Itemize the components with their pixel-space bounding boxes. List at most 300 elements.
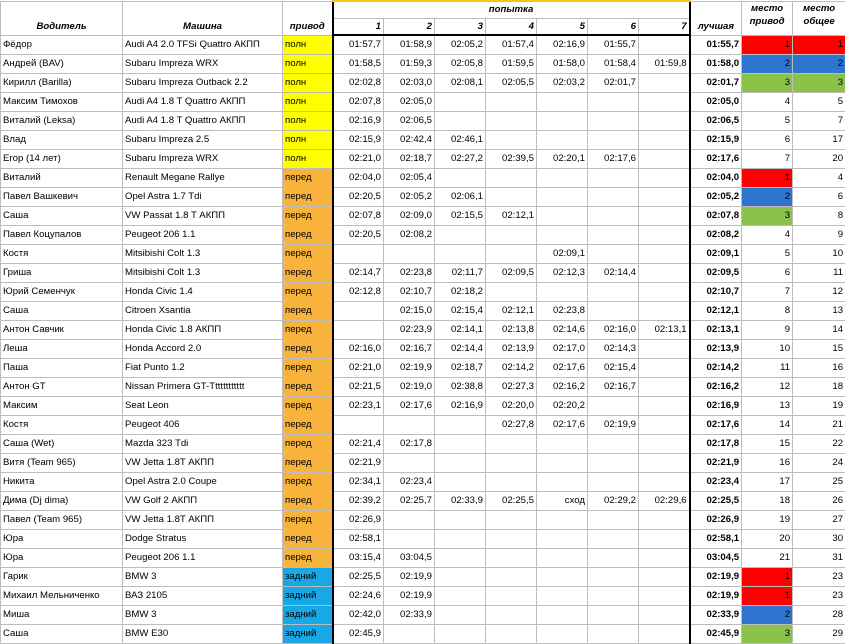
cell-car[interactable]: Subaru Impreza Outback 2.2 bbox=[123, 74, 283, 93]
cell-attempt-1[interactable]: 02:14,7 bbox=[333, 264, 384, 283]
cell-place-drive[interactable]: 1 bbox=[742, 568, 793, 587]
cell-place-drive[interactable]: 3 bbox=[742, 625, 793, 644]
cell-attempt-2[interactable]: 02:23,4 bbox=[384, 473, 435, 492]
cell-attempt-2[interactable]: 02:18,7 bbox=[384, 150, 435, 169]
cell-attempt-5[interactable] bbox=[537, 454, 588, 473]
cell-car[interactable]: Honda Civic 1.8 АКПП bbox=[123, 321, 283, 340]
cell-attempt-6[interactable]: 02:17,6 bbox=[588, 150, 639, 169]
cell-place-total[interactable]: 26 bbox=[793, 492, 845, 511]
cell-attempt-5[interactable]: 02:17,6 bbox=[537, 359, 588, 378]
cell-attempt-4[interactable] bbox=[486, 112, 537, 131]
cell-place-total[interactable]: 5 bbox=[793, 93, 845, 112]
cell-best[interactable]: 02:15,9 bbox=[690, 131, 742, 150]
cell-attempt-6[interactable]: 02:14,3 bbox=[588, 340, 639, 359]
cell-place-drive[interactable]: 13 bbox=[742, 397, 793, 416]
cell-place-total[interactable]: 25 bbox=[793, 473, 845, 492]
cell-place-drive[interactable]: 3 bbox=[742, 207, 793, 226]
cell-attempt-2[interactable]: 02:42,4 bbox=[384, 131, 435, 150]
cell-place-total[interactable]: 19 bbox=[793, 397, 845, 416]
cell-car[interactable]: Dodge Stratus bbox=[123, 530, 283, 549]
cell-best[interactable]: 02:12,1 bbox=[690, 302, 742, 321]
cell-place-drive[interactable]: 8 bbox=[742, 302, 793, 321]
header-attempt-3[interactable]: 3 bbox=[435, 19, 486, 36]
cell-attempt-1[interactable]: 02:02,8 bbox=[333, 74, 384, 93]
cell-attempt-1[interactable]: 02:21,5 bbox=[333, 378, 384, 397]
cell-attempt-6[interactable] bbox=[588, 302, 639, 321]
cell-best[interactable]: 03:04,5 bbox=[690, 549, 742, 568]
cell-place-total[interactable]: 20 bbox=[793, 150, 845, 169]
cell-attempt-2[interactable]: 02:05,2 bbox=[384, 188, 435, 207]
cell-attempt-3[interactable] bbox=[435, 112, 486, 131]
cell-place-drive[interactable]: 1 bbox=[742, 169, 793, 188]
cell-attempt-4[interactable] bbox=[486, 568, 537, 587]
cell-attempt-5[interactable]: 02:20,2 bbox=[537, 397, 588, 416]
cell-best[interactable]: 02:45,9 bbox=[690, 625, 742, 644]
cell-attempt-7[interactable] bbox=[639, 207, 690, 226]
cell-attempt-1[interactable] bbox=[333, 245, 384, 264]
cell-attempt-2[interactable] bbox=[384, 530, 435, 549]
cell-attempt-5[interactable]: 02:16,9 bbox=[537, 35, 588, 55]
cell-car[interactable]: Fiat Punto 1.2 bbox=[123, 359, 283, 378]
cell-place-total[interactable]: 9 bbox=[793, 226, 845, 245]
cell-driver[interactable]: Виталий bbox=[1, 169, 123, 188]
cell-place-drive[interactable]: 19 bbox=[742, 511, 793, 530]
cell-attempt-5[interactable] bbox=[537, 511, 588, 530]
cell-attempt-6[interactable] bbox=[588, 625, 639, 644]
cell-attempt-1[interactable]: 02:21,0 bbox=[333, 359, 384, 378]
cell-place-total[interactable]: 31 bbox=[793, 549, 845, 568]
cell-attempt-4[interactable] bbox=[486, 549, 537, 568]
cell-attempt-5[interactable] bbox=[537, 283, 588, 302]
cell-attempt-3[interactable]: 02:18,7 bbox=[435, 359, 486, 378]
cell-drive[interactable]: полн bbox=[283, 55, 333, 74]
cell-attempt-4[interactable] bbox=[486, 169, 537, 188]
cell-car[interactable]: Citroen Xsantia bbox=[123, 302, 283, 321]
cell-car[interactable]: Peugeot 206 1.1 bbox=[123, 226, 283, 245]
cell-best[interactable]: 02:17,8 bbox=[690, 435, 742, 454]
cell-attempt-5[interactable]: 02:20,1 bbox=[537, 150, 588, 169]
cell-attempt-7[interactable]: 02:13,1 bbox=[639, 321, 690, 340]
cell-attempt-6[interactable]: 02:16,7 bbox=[588, 378, 639, 397]
cell-attempt-3[interactable] bbox=[435, 169, 486, 188]
cell-place-drive[interactable]: 10 bbox=[742, 340, 793, 359]
cell-car[interactable]: Nissan Primera GT-Tttttttttttt bbox=[123, 378, 283, 397]
cell-attempt-2[interactable]: 02:05,4 bbox=[384, 169, 435, 188]
cell-attempt-2[interactable] bbox=[384, 416, 435, 435]
cell-attempt-2[interactable]: 02:17,8 bbox=[384, 435, 435, 454]
cell-attempt-6[interactable]: 02:14,4 bbox=[588, 264, 639, 283]
cell-attempt-1[interactable]: 03:15,4 bbox=[333, 549, 384, 568]
cell-attempt-6[interactable] bbox=[588, 93, 639, 112]
cell-best[interactable]: 02:08,2 bbox=[690, 226, 742, 245]
cell-place-total[interactable]: 10 bbox=[793, 245, 845, 264]
cell-attempt-5[interactable]: 02:23,8 bbox=[537, 302, 588, 321]
cell-place-drive[interactable]: 7 bbox=[742, 150, 793, 169]
cell-driver[interactable]: Миша bbox=[1, 606, 123, 625]
cell-attempt-3[interactable]: 02:05,8 bbox=[435, 55, 486, 74]
cell-attempt-4[interactable] bbox=[486, 511, 537, 530]
cell-drive[interactable]: перед bbox=[283, 321, 333, 340]
cell-car[interactable]: Peugeot 406 bbox=[123, 416, 283, 435]
cell-driver[interactable]: Саша bbox=[1, 302, 123, 321]
cell-attempt-4[interactable]: 02:12,1 bbox=[486, 207, 537, 226]
cell-place-drive[interactable]: 1 bbox=[742, 587, 793, 606]
cell-attempt-6[interactable] bbox=[588, 283, 639, 302]
cell-drive[interactable]: задний bbox=[283, 568, 333, 587]
cell-attempt-4[interactable]: 01:57,4 bbox=[486, 35, 537, 55]
cell-attempt-2[interactable] bbox=[384, 511, 435, 530]
cell-attempt-6[interactable] bbox=[588, 435, 639, 454]
cell-driver[interactable]: Юра bbox=[1, 530, 123, 549]
cell-place-drive[interactable]: 16 bbox=[742, 454, 793, 473]
cell-attempt-5[interactable] bbox=[537, 549, 588, 568]
cell-attempt-3[interactable] bbox=[435, 511, 486, 530]
cell-attempt-5[interactable] bbox=[537, 625, 588, 644]
cell-best[interactable]: 02:05,2 bbox=[690, 188, 742, 207]
cell-attempt-6[interactable]: 02:29,2 bbox=[588, 492, 639, 511]
cell-attempt-1[interactable] bbox=[333, 302, 384, 321]
cell-attempt-7[interactable] bbox=[639, 359, 690, 378]
cell-driver[interactable]: Юрий Семенчук bbox=[1, 283, 123, 302]
cell-best[interactable]: 02:13,9 bbox=[690, 340, 742, 359]
cell-car[interactable]: Subaru Impreza WRX bbox=[123, 150, 283, 169]
cell-place-drive[interactable]: 20 bbox=[742, 530, 793, 549]
cell-attempt-3[interactable] bbox=[435, 606, 486, 625]
cell-attempt-6[interactable] bbox=[588, 568, 639, 587]
cell-attempt-7[interactable] bbox=[639, 245, 690, 264]
cell-place-drive[interactable]: 11 bbox=[742, 359, 793, 378]
cell-attempt-1[interactable]: 01:58,5 bbox=[333, 55, 384, 74]
cell-attempt-6[interactable] bbox=[588, 245, 639, 264]
cell-driver[interactable]: Гарик bbox=[1, 568, 123, 587]
cell-place-drive[interactable]: 14 bbox=[742, 416, 793, 435]
cell-drive[interactable]: перед bbox=[283, 283, 333, 302]
cell-best[interactable]: 02:58,1 bbox=[690, 530, 742, 549]
cell-attempt-4[interactable] bbox=[486, 606, 537, 625]
cell-attempt-2[interactable]: 02:05,0 bbox=[384, 93, 435, 112]
cell-best[interactable]: 02:07,8 bbox=[690, 207, 742, 226]
cell-driver[interactable]: Павел Вашкевич bbox=[1, 188, 123, 207]
cell-drive[interactable]: полн bbox=[283, 93, 333, 112]
cell-attempt-5[interactable] bbox=[537, 112, 588, 131]
cell-place-drive[interactable]: 18 bbox=[742, 492, 793, 511]
cell-attempt-6[interactable] bbox=[588, 511, 639, 530]
cell-attempt-2[interactable]: 02:03,0 bbox=[384, 74, 435, 93]
cell-best[interactable]: 02:13,1 bbox=[690, 321, 742, 340]
header-attempt-4[interactable]: 4 bbox=[486, 19, 537, 36]
cell-attempt-4[interactable]: 02:09,5 bbox=[486, 264, 537, 283]
cell-place-drive[interactable]: 21 bbox=[742, 549, 793, 568]
cell-drive[interactable]: перед bbox=[283, 416, 333, 435]
cell-attempt-5[interactable] bbox=[537, 131, 588, 150]
cell-place-drive[interactable]: 6 bbox=[742, 264, 793, 283]
cell-drive[interactable]: перед bbox=[283, 378, 333, 397]
cell-attempt-6[interactable]: 02:01,7 bbox=[588, 74, 639, 93]
cell-car[interactable]: Peugeot 206 1.1 bbox=[123, 549, 283, 568]
cell-attempt-5[interactable]: 02:16,2 bbox=[537, 378, 588, 397]
header-attempt-5[interactable]: 5 bbox=[537, 19, 588, 36]
cell-attempt-4[interactable]: 02:27,3 bbox=[486, 378, 537, 397]
cell-place-drive[interactable]: 15 bbox=[742, 435, 793, 454]
cell-attempt-4[interactable] bbox=[486, 473, 537, 492]
cell-attempt-2[interactable] bbox=[384, 245, 435, 264]
cell-attempt-1[interactable] bbox=[333, 321, 384, 340]
cell-attempt-4[interactable]: 02:13,9 bbox=[486, 340, 537, 359]
cell-drive[interactable]: перед bbox=[283, 454, 333, 473]
cell-attempt-3[interactable]: 02:27,2 bbox=[435, 150, 486, 169]
cell-car[interactable]: VW Passat 1.8 T АКПП bbox=[123, 207, 283, 226]
cell-attempt-3[interactable]: 02:05,2 bbox=[435, 35, 486, 55]
cell-drive[interactable]: перед bbox=[283, 169, 333, 188]
cell-car[interactable]: VW Golf 2 АКПП bbox=[123, 492, 283, 511]
cell-place-total[interactable]: 17 bbox=[793, 131, 845, 150]
cell-drive[interactable]: полн bbox=[283, 74, 333, 93]
cell-driver[interactable]: Егор (14 лет) bbox=[1, 150, 123, 169]
cell-attempt-3[interactable]: 02:14,1 bbox=[435, 321, 486, 340]
cell-attempt-7[interactable] bbox=[639, 150, 690, 169]
cell-car[interactable]: Seat Leon bbox=[123, 397, 283, 416]
cell-place-total[interactable]: 6 bbox=[793, 188, 845, 207]
cell-best[interactable]: 01:55,7 bbox=[690, 35, 742, 55]
cell-attempt-1[interactable]: 02:25,5 bbox=[333, 568, 384, 587]
cell-attempt-6[interactable]: 01:58,4 bbox=[588, 55, 639, 74]
cell-driver[interactable]: Паша bbox=[1, 359, 123, 378]
cell-attempt-4[interactable] bbox=[486, 625, 537, 644]
cell-attempt-6[interactable] bbox=[588, 606, 639, 625]
cell-place-total[interactable]: 24 bbox=[793, 454, 845, 473]
cell-attempt-5[interactable] bbox=[537, 226, 588, 245]
cell-place-drive[interactable]: 4 bbox=[742, 93, 793, 112]
cell-attempt-5[interactable] bbox=[537, 435, 588, 454]
cell-place-total[interactable]: 15 bbox=[793, 340, 845, 359]
cell-attempt-2[interactable]: 02:19,9 bbox=[384, 568, 435, 587]
cell-place-total[interactable]: 23 bbox=[793, 587, 845, 606]
cell-attempt-7[interactable] bbox=[639, 131, 690, 150]
cell-attempt-4[interactable] bbox=[486, 245, 537, 264]
cell-attempt-5[interactable] bbox=[537, 587, 588, 606]
header-drive[interactable]: привод bbox=[283, 1, 333, 35]
cell-attempt-3[interactable] bbox=[435, 473, 486, 492]
cell-attempt-5[interactable] bbox=[537, 93, 588, 112]
cell-drive[interactable]: перед bbox=[283, 549, 333, 568]
cell-attempt-1[interactable]: 02:20,5 bbox=[333, 226, 384, 245]
cell-attempt-5[interactable] bbox=[537, 606, 588, 625]
cell-drive[interactable]: перед bbox=[283, 435, 333, 454]
cell-driver[interactable]: Леша bbox=[1, 340, 123, 359]
cell-driver[interactable]: Павел (Team 965) bbox=[1, 511, 123, 530]
cell-driver[interactable]: Максим Тимохов bbox=[1, 93, 123, 112]
cell-attempt-7[interactable] bbox=[639, 264, 690, 283]
cell-attempt-7[interactable] bbox=[639, 549, 690, 568]
cell-attempt-3[interactable] bbox=[435, 568, 486, 587]
cell-driver[interactable]: Максим bbox=[1, 397, 123, 416]
cell-attempt-1[interactable]: 02:04,0 bbox=[333, 169, 384, 188]
cell-driver[interactable]: Антон GT bbox=[1, 378, 123, 397]
cell-attempt-1[interactable]: 02:45,9 bbox=[333, 625, 384, 644]
cell-drive[interactable]: перед bbox=[283, 511, 333, 530]
cell-attempt-6[interactable] bbox=[588, 188, 639, 207]
cell-attempt-3[interactable]: 02:14,4 bbox=[435, 340, 486, 359]
cell-attempt-4[interactable] bbox=[486, 93, 537, 112]
cell-place-drive[interactable]: 5 bbox=[742, 112, 793, 131]
cell-best[interactable]: 01:58,0 bbox=[690, 55, 742, 74]
cell-place-total[interactable]: 7 bbox=[793, 112, 845, 131]
cell-attempt-7[interactable] bbox=[639, 283, 690, 302]
header-place-drive[interactable] bbox=[742, 1, 793, 35]
cell-car[interactable]: Mitsibishi Colt 1.3 bbox=[123, 264, 283, 283]
cell-drive[interactable]: перед bbox=[283, 207, 333, 226]
cell-attempt-7[interactable] bbox=[639, 302, 690, 321]
cell-car[interactable]: Audi A4 1.8 T Quattro АКПП bbox=[123, 93, 283, 112]
cell-attempt-6[interactable] bbox=[588, 226, 639, 245]
cell-attempt-2[interactable] bbox=[384, 454, 435, 473]
cell-attempt-3[interactable] bbox=[435, 454, 486, 473]
cell-attempt-3[interactable] bbox=[435, 625, 486, 644]
cell-place-total[interactable]: 8 bbox=[793, 207, 845, 226]
cell-attempt-4[interactable] bbox=[486, 131, 537, 150]
cell-best[interactable]: 02:25,5 bbox=[690, 492, 742, 511]
cell-best[interactable]: 02:09,1 bbox=[690, 245, 742, 264]
cell-attempt-7[interactable] bbox=[639, 435, 690, 454]
cell-place-total[interactable]: 2 bbox=[793, 55, 845, 74]
cell-best[interactable]: 02:17,6 bbox=[690, 416, 742, 435]
cell-attempt-6[interactable]: 02:19,9 bbox=[588, 416, 639, 435]
cell-attempt-3[interactable]: 02:08,1 bbox=[435, 74, 486, 93]
cell-place-drive[interactable]: 2 bbox=[742, 55, 793, 74]
cell-attempt-5[interactable]: 02:12,3 bbox=[537, 264, 588, 283]
cell-place-total[interactable]: 27 bbox=[793, 511, 845, 530]
cell-place-drive[interactable]: 3 bbox=[742, 74, 793, 93]
cell-attempt-3[interactable] bbox=[435, 587, 486, 606]
cell-attempt-1[interactable]: 01:57,7 bbox=[333, 35, 384, 55]
cell-driver[interactable]: Влад bbox=[1, 131, 123, 150]
cell-attempt-2[interactable]: 02:33,9 bbox=[384, 606, 435, 625]
cell-attempt-4[interactable] bbox=[486, 587, 537, 606]
cell-attempt-7[interactable] bbox=[639, 93, 690, 112]
cell-attempt-7[interactable]: 02:29,6 bbox=[639, 492, 690, 511]
cell-attempt-2[interactable]: 02:19,0 bbox=[384, 378, 435, 397]
cell-attempt-2[interactable]: 01:58,9 bbox=[384, 35, 435, 55]
cell-attempt-6[interactable] bbox=[588, 169, 639, 188]
cell-attempt-2[interactable]: 02:19,9 bbox=[384, 359, 435, 378]
cell-place-drive[interactable]: 5 bbox=[742, 245, 793, 264]
cell-car[interactable]: Opel Astra 1.7 Tdi bbox=[123, 188, 283, 207]
cell-attempt-7[interactable] bbox=[639, 226, 690, 245]
cell-attempt-3[interactable] bbox=[435, 549, 486, 568]
cell-driver[interactable]: Юра bbox=[1, 549, 123, 568]
cell-attempt-5[interactable] bbox=[537, 207, 588, 226]
cell-place-total[interactable]: 16 bbox=[793, 359, 845, 378]
cell-place-total[interactable]: 28 bbox=[793, 606, 845, 625]
cell-attempt-6[interactable]: 02:16,0 bbox=[588, 321, 639, 340]
cell-attempt-4[interactable]: 01:59,5 bbox=[486, 55, 537, 74]
cell-driver[interactable]: Андрей (BAV) bbox=[1, 55, 123, 74]
cell-attempt-5[interactable]: 02:17,6 bbox=[537, 416, 588, 435]
cell-driver[interactable]: Костя bbox=[1, 416, 123, 435]
cell-attempt-1[interactable]: 02:58,1 bbox=[333, 530, 384, 549]
cell-place-total[interactable]: 22 bbox=[793, 435, 845, 454]
cell-attempt-7[interactable] bbox=[639, 530, 690, 549]
cell-attempt-3[interactable]: 02:16,9 bbox=[435, 397, 486, 416]
cell-attempt-1[interactable]: 02:24,6 bbox=[333, 587, 384, 606]
cell-drive[interactable]: перед bbox=[283, 302, 333, 321]
cell-drive[interactable]: перед bbox=[283, 473, 333, 492]
cell-attempt-7[interactable] bbox=[639, 35, 690, 55]
cell-car[interactable]: Audi A4 2.0 TFSi Quattro АКПП bbox=[123, 35, 283, 55]
cell-attempt-4[interactable] bbox=[486, 188, 537, 207]
cell-attempt-2[interactable]: 02:23,8 bbox=[384, 264, 435, 283]
cell-place-total[interactable]: 13 bbox=[793, 302, 845, 321]
cell-place-total[interactable]: 21 bbox=[793, 416, 845, 435]
header-attempt-7[interactable]: 7 bbox=[639, 19, 690, 36]
cell-attempt-5[interactable]: 02:17,0 bbox=[537, 340, 588, 359]
cell-best[interactable]: 02:01,7 bbox=[690, 74, 742, 93]
cell-attempt-5[interactable]: 01:58,0 bbox=[537, 55, 588, 74]
cell-attempt-2[interactable]: 02:09,0 bbox=[384, 207, 435, 226]
cell-car[interactable]: VW Jetta 1.8T АКПП bbox=[123, 454, 283, 473]
cell-attempt-1[interactable]: 02:20,5 bbox=[333, 188, 384, 207]
cell-attempt-2[interactable]: 02:16,7 bbox=[384, 340, 435, 359]
cell-place-total[interactable]: 14 bbox=[793, 321, 845, 340]
cell-driver[interactable]: Гриша bbox=[1, 264, 123, 283]
header-attempt-2[interactable]: 2 bbox=[384, 19, 435, 36]
header-attempt-1[interactable]: 1 bbox=[333, 19, 384, 36]
cell-drive[interactable]: полн bbox=[283, 35, 333, 55]
cell-car[interactable]: Honda Accord 2.0 bbox=[123, 340, 283, 359]
cell-attempt-7[interactable] bbox=[639, 169, 690, 188]
cell-car[interactable]: ВАЗ 2105 bbox=[123, 587, 283, 606]
cell-drive[interactable]: полн bbox=[283, 112, 333, 131]
header-attempt[interactable]: попытка bbox=[333, 1, 690, 19]
cell-attempt-7[interactable] bbox=[639, 473, 690, 492]
cell-attempt-5[interactable]: 02:03,2 bbox=[537, 74, 588, 93]
cell-place-drive[interactable]: 7 bbox=[742, 283, 793, 302]
cell-drive[interactable]: перед bbox=[283, 530, 333, 549]
cell-attempt-1[interactable]: 02:15,9 bbox=[333, 131, 384, 150]
cell-attempt-6[interactable] bbox=[588, 454, 639, 473]
cell-drive[interactable]: перед bbox=[283, 397, 333, 416]
cell-attempt-1[interactable]: 02:16,0 bbox=[333, 340, 384, 359]
cell-best[interactable]: 02:09,5 bbox=[690, 264, 742, 283]
cell-attempt-3[interactable]: 02:15,5 bbox=[435, 207, 486, 226]
header-attempt-6[interactable]: 6 bbox=[588, 19, 639, 36]
cell-attempt-4[interactable]: 02:25,5 bbox=[486, 492, 537, 511]
header-best[interactable]: лучшая bbox=[690, 1, 742, 35]
header-place-total[interactable] bbox=[793, 1, 845, 35]
cell-attempt-1[interactable] bbox=[333, 416, 384, 435]
cell-place-total[interactable]: 4 bbox=[793, 169, 845, 188]
cell-car[interactable]: VW Jetta 1.8T АКПП bbox=[123, 511, 283, 530]
cell-attempt-5[interactable] bbox=[537, 473, 588, 492]
cell-place-total[interactable]: 30 bbox=[793, 530, 845, 549]
cell-attempt-4[interactable]: 02:27,8 bbox=[486, 416, 537, 435]
cell-attempt-3[interactable] bbox=[435, 245, 486, 264]
header-driver[interactable]: Водитель bbox=[1, 1, 123, 35]
cell-best[interactable]: 02:17,6 bbox=[690, 150, 742, 169]
cell-best[interactable]: 02:16,9 bbox=[690, 397, 742, 416]
cell-driver[interactable]: Никита bbox=[1, 473, 123, 492]
cell-drive[interactable]: перед bbox=[283, 245, 333, 264]
cell-attempt-4[interactable] bbox=[486, 283, 537, 302]
cell-place-drive[interactable]: 9 bbox=[742, 321, 793, 340]
cell-attempt-7[interactable]: 01:59,8 bbox=[639, 55, 690, 74]
cell-attempt-4[interactable] bbox=[486, 226, 537, 245]
cell-attempt-7[interactable] bbox=[639, 606, 690, 625]
cell-driver[interactable]: Антон Савчик bbox=[1, 321, 123, 340]
cell-driver[interactable]: Фёдор bbox=[1, 35, 123, 55]
cell-driver[interactable]: Саша (Wet) bbox=[1, 435, 123, 454]
cell-attempt-2[interactable]: 02:19,9 bbox=[384, 587, 435, 606]
